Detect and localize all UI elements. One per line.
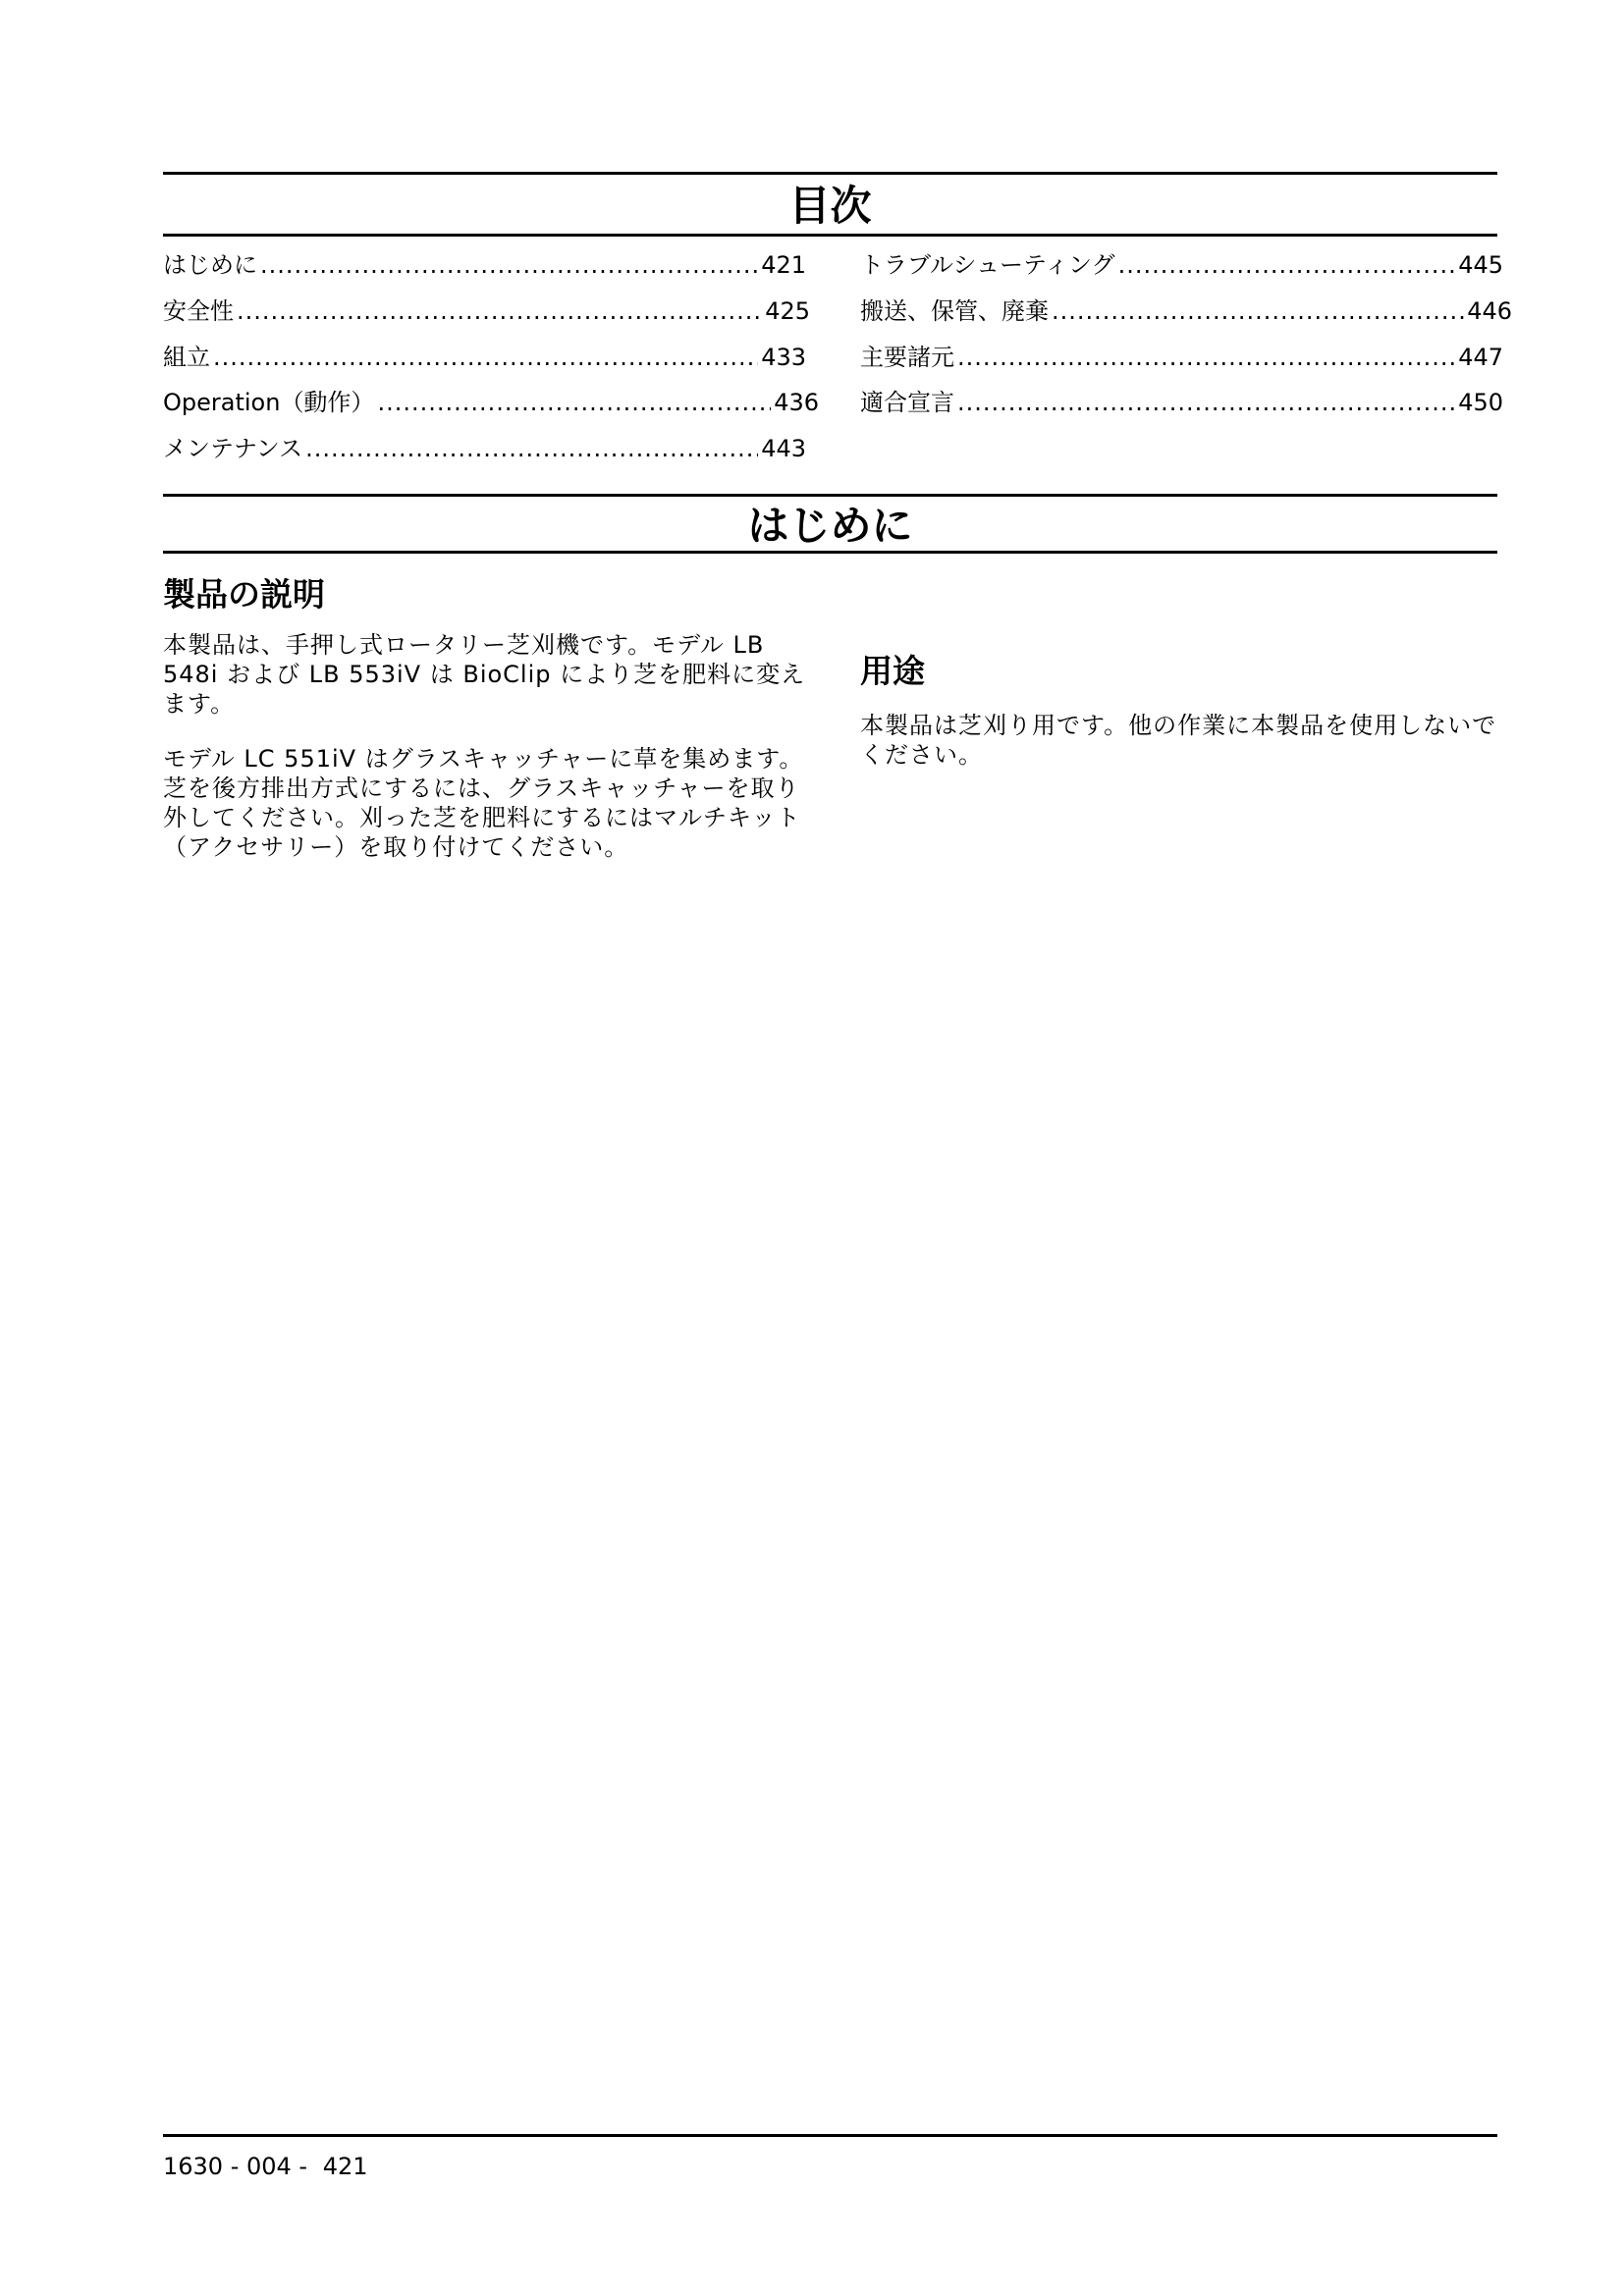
toc-entry-label: 適合宣言 <box>860 389 954 416</box>
toc-entry-transport-storage-disposal[interactable] <box>860 295 1512 327</box>
toc-entry-page: 433 <box>761 344 806 371</box>
intended-use-paragraph: 本製品は芝刈り用です。他の作業に本製品を使用しないでください。 <box>860 712 1497 769</box>
toc-entry-page: 450 <box>1458 389 1503 416</box>
toc-entry-label: 搬送、保管、廃棄 <box>860 297 1049 325</box>
toc-entry-label: はじめに <box>163 251 257 279</box>
toc-entry-operation[interactable] <box>163 387 819 418</box>
product-description-heading: 製品の説明 <box>163 575 325 614</box>
toc-entry-page: 436 <box>774 389 819 416</box>
toc-leader-dots <box>377 387 771 418</box>
toc-bottom-rule <box>163 234 1497 237</box>
toc-entry-page: 443 <box>761 435 806 462</box>
toc-entry-introduction[interactable] <box>163 249 806 281</box>
toc-leader-dots <box>1118 249 1456 281</box>
toc-entry-label: メンテナンス <box>163 435 303 462</box>
intro-top-rule <box>163 494 1497 497</box>
toc-leader-dots <box>957 387 1455 418</box>
toc-leader-dots <box>957 342 1455 373</box>
toc-entry-label: 安全性 <box>163 297 234 325</box>
product-description-paragraph-1: 本製品は、手押し式ロータリー芝刈機です。モデル LB 548i および LB 553iV は BioClip により芝を肥料に変えます。 <box>163 631 806 718</box>
toc-entry-page: 425 <box>765 297 810 325</box>
toc-entry-specifications[interactable] <box>860 342 1503 373</box>
toc-leader-dots <box>237 295 762 327</box>
toc-entry-assembly[interactable] <box>163 342 806 373</box>
toc-entry-page: 445 <box>1458 251 1503 279</box>
toc-leader-dots <box>213 342 758 373</box>
toc-entry-page: 447 <box>1458 344 1503 371</box>
toc-entry-label: 主要諸元 <box>860 344 954 371</box>
footer-page-number: 421 <box>322 2153 368 2180</box>
toc-entry-label: 組立 <box>163 344 210 371</box>
toc-leader-dots <box>260 249 758 281</box>
page-footer <box>163 2152 368 2181</box>
toc-entry-maintenance[interactable] <box>163 433 806 464</box>
toc-entry-page: 446 <box>1467 297 1512 325</box>
footer-rule <box>163 2134 1497 2137</box>
toc-title: 目次 <box>788 182 872 230</box>
toc-entry-declaration-of-conformity[interactable] <box>860 387 1503 418</box>
product-description-paragraph-2: モデル LC 551iV はグラスキャッチャーに草を集めます。芝を後方排出方式にするには、グラスキャッチャーを取り外してください。刈った芝を肥料にするにはマルチキット（アクセサリー）を取り付けてください。 <box>163 745 804 861</box>
toc-entry-label: トラブルシューティング <box>860 251 1115 279</box>
intended-use-heading: 用途 <box>860 652 925 690</box>
intro-bottom-rule <box>163 551 1497 554</box>
footer-doc-code: 1630 - 004 - <box>163 2153 308 2180</box>
toc-entry-troubleshooting[interactable] <box>860 249 1503 281</box>
toc-entry-page: 421 <box>761 251 806 279</box>
toc-entry-safety[interactable] <box>163 295 810 327</box>
toc-leader-dots <box>305 433 758 464</box>
toc-leader-dots <box>1052 295 1464 327</box>
toc-entry-label: Operation（動作） <box>163 389 375 416</box>
intro-title: はじめに <box>747 502 913 550</box>
toc-top-rule <box>163 172 1497 175</box>
